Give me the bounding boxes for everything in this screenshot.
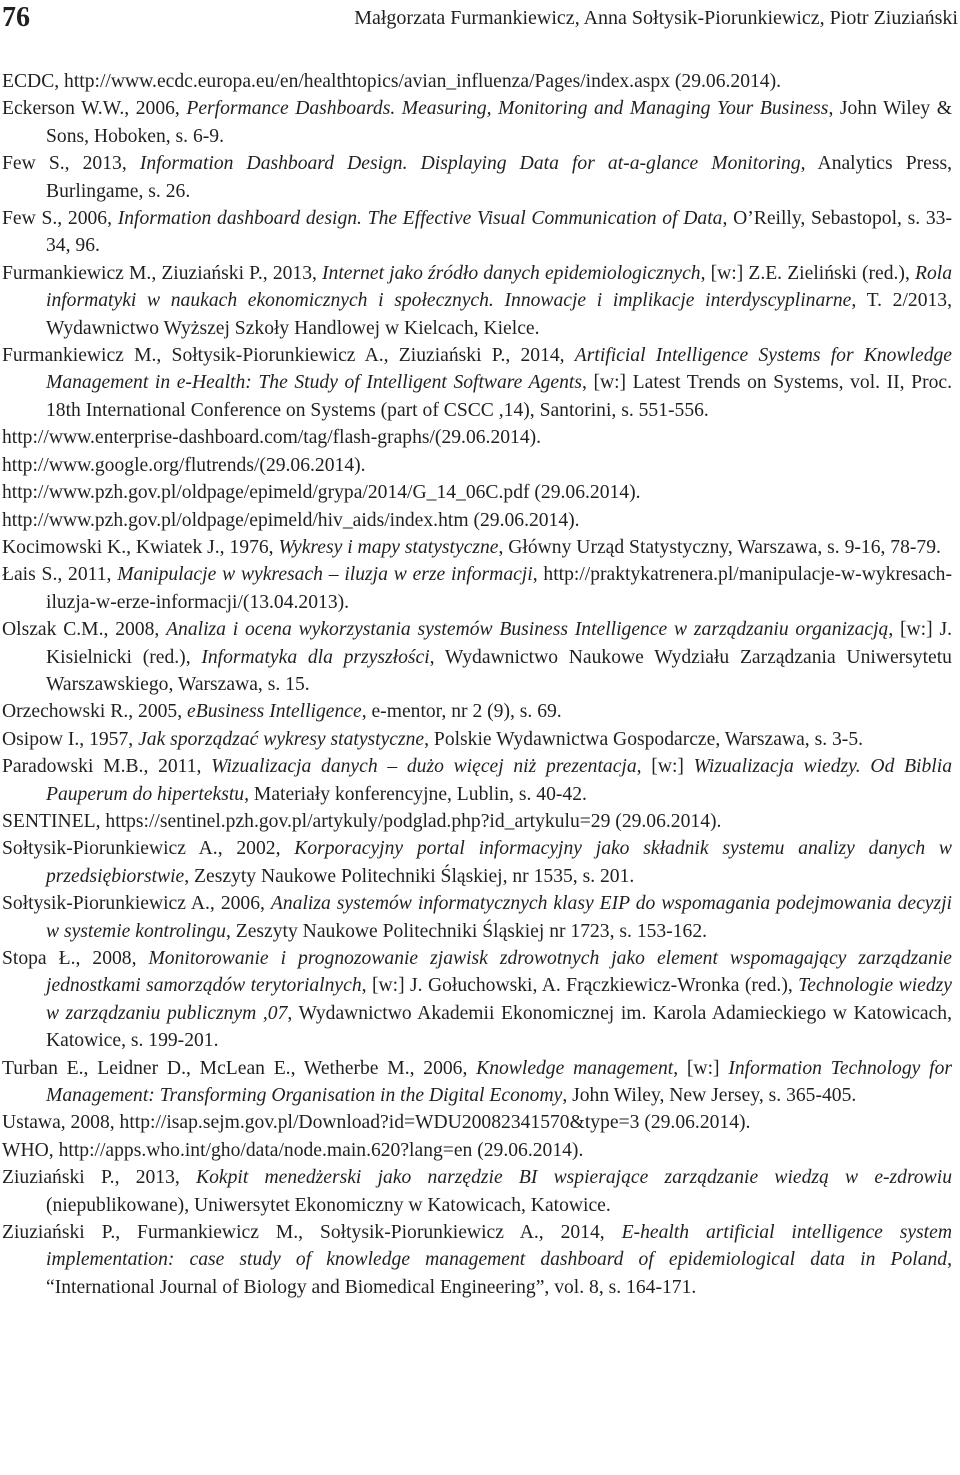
reference-text: Few S., 2013,	[2, 153, 140, 175]
reference-text: Furmankiewicz M., Ziuziański P., 2013,	[2, 262, 323, 284]
reference-entry	[2, 479, 952, 506]
reference-title-italic: Jak sporządzać wykresy statystyczne	[138, 728, 425, 750]
reference-text: Turban E., Leidner D., McLean E., Wetherbe M., 2006,	[2, 1057, 477, 1079]
reference-title-italic: Manipulacje w wykresach – iluzja w erze informacji	[117, 564, 533, 586]
reference-text: Łais S., 2011,	[2, 564, 118, 586]
reference-text: , “International Journal of Biology and Biomedical Engineering”, vol. 8, s. 164-171.	[46, 1249, 952, 1298]
reference-entry	[2, 1109, 952, 1136]
reference-title-italic: Information Dashboard Design. Displaying Data for at-a-glance Monitoring	[139, 153, 801, 175]
reference-title-italic: Rola informatyki w naukach ekonomicznych i społecznych. Innowacje i implikacje interdyscyplinarne	[46, 262, 952, 312]
reference-text: http://www.enterprise-dashboard.com/tag/flash-graphs/(29.06.2014).	[2, 427, 542, 449]
reference-text: SENTINEL, https://sentinel.pzh.gov.pl/artykuly/podglad.php?id_artykulu=29 (29.06.2014).	[2, 810, 722, 832]
reference-text: ECDC, http://www.ecdc.europa.eu/en/healthtopics/avian_influenza/Pages/index.aspx (29.06.2014).	[2, 71, 782, 92]
page-header	[0, 0, 960, 40]
reference-title-italic: Wizualizacja wiedzy. Od Biblia Pauperum do hipertekstu	[46, 756, 952, 805]
reference-title-italic: Kokpit menedżerski jako narzędzie BI wspierające zarządzanie wiedzą w e-zdrowiu	[196, 1167, 952, 1189]
reference-title-italic: Wizualizacja danych – dużo więcej niż prezentacja	[211, 756, 637, 778]
reference-entry	[2, 150, 952, 205]
reference-title-italic: Internet jako źródło danych epidemiologicznych	[322, 262, 701, 284]
reference-entry	[2, 1055, 952, 1110]
reference-text: , [w:] J. Gołuchowski, A. Frączkiewicz-Wronka (red.),	[361, 975, 799, 997]
reference-entry	[2, 835, 952, 890]
reference-text: WHO, http://apps.who.int/gho/data/node.main.620?lang=en (29.06.2014).	[2, 1139, 584, 1161]
reference-text: http://www.pzh.gov.pl/oldpage/epimeld/grypa/2014/G_14_06C.pdf (29.06.2014).	[2, 482, 641, 504]
reference-entry	[2, 753, 952, 808]
reference-text: Sołtysik-Piorunkiewicz A., 2006,	[2, 893, 271, 915]
reference-title-italic: Monitorowanie i prognozowanie zjawisk zdrowotnych jako element wspomagający zarządzanie jednostkami samorządów terytorialnych	[46, 948, 952, 997]
reference-text: Paradowski M.B., 2011,	[2, 756, 212, 778]
reference-text: Stopa Ł., 2008,	[2, 948, 149, 969]
reference-title-italic: Wykresy i mapy statystyczne	[278, 536, 499, 558]
reference-text: , Główny Urząd Statystyczny, Warszawa, s. 9-16, 78-79.	[498, 536, 941, 558]
reference-title-italic: Korporacyjny portal informacyjny jako składnik systemu analizy danych w przedsiębiorstwie	[46, 838, 952, 887]
reference-text: Furmankiewicz M., Sołtysik-Piorunkiewicz A., Ziuziański P., 2014,	[2, 345, 575, 367]
reference-text: , Zeszyty Naukowe Politechniki Śląskiej, nr 1535, s. 201.	[184, 865, 635, 887]
reference-title-italic: Analiza i ocena wykorzystania systemów Business Intelligence w zarządzaniu organizacją	[166, 619, 889, 641]
reference-entry	[2, 726, 952, 753]
reference-text: , [w:] Latest Trends on Systems, vol. II, Proc. 18th International Conference on Systems (part of CSCC ,14), Santorini, s. 551-556.	[46, 372, 952, 421]
reference-text: http://www.google.org/flutrends/(29.06.2014).	[2, 454, 366, 476]
reference-title-italic: Knowledge management	[476, 1057, 674, 1079]
reference-title-italic: Information Technology for Management: Transforming Organisation in the Digital Economy	[46, 1057, 952, 1107]
reference-entry	[2, 561, 952, 616]
running-head: Małgorzata Furmankiewicz, Anna Sołtysik-Piorunkiewicz, Piotr Ziuziański	[354, 7, 958, 29]
reference-text: Ziuziański P., 2013,	[2, 1167, 197, 1189]
reference-entry	[2, 1137, 952, 1164]
reference-text: , [w:]	[636, 756, 694, 778]
reference-title-italic: eBusiness Intelligence	[187, 701, 362, 723]
reference-text: , http://praktykatrenera.pl/manipulacje-w-wykresach-iluzja-w-erze-informacji/(13.04.2013).	[46, 564, 952, 613]
reference-text: , Analytics Press, Burlingame, s. 26.	[46, 153, 952, 202]
reference-text: Orzechowski R., 2005,	[2, 701, 188, 723]
reference-text: , Zeszyty Naukowe Politechniki Śląskiej nr 1723, s. 153-162.	[225, 920, 708, 942]
reference-title-italic: Analiza systemów informatycznych klasy EIP do wspomagania podejmowania decyzji w systemie kontrolingu	[46, 893, 952, 942]
reference-entry	[2, 507, 952, 534]
reference-text: (niepublikowane), Uniwersytet Ekonomiczny w Katowicach, Katowice.	[46, 1194, 611, 1216]
reference-text: , [w:]	[673, 1057, 729, 1079]
reference-text: , John Wiley, New Jersey, s. 365-405.	[562, 1085, 857, 1107]
reference-text: Osipow I., 1957,	[2, 728, 139, 750]
reference-entry	[2, 342, 952, 424]
reference-text: , Polskie Wydawnictwa Gospodarcze, Warszawa, s. 3-5.	[424, 728, 864, 750]
reference-title-italic: Information dashboard design. The Effective Visual Communication of Data	[117, 208, 723, 230]
page-number: 76	[2, 2, 30, 33]
reference-entry	[2, 534, 952, 561]
reference-text: Ziuziański P., Furmankiewicz M., Sołtysik-Piorunkiewicz A., 2014,	[2, 1222, 622, 1244]
reference-entry	[2, 260, 952, 342]
reference-text: , Materiały konferencyjne, Lublin, s. 40-42.	[244, 783, 587, 805]
reference-title-italic: Artificial Intelligence Systems for Knowledge Management in e-Health: The Study of Intelligent Software Agents	[46, 345, 952, 394]
reference-text: Sołtysik-Piorunkiewicz A., 2002,	[2, 838, 295, 860]
reference-title-italic: Technologie wiedzy w zarządzaniu publicznym ,07	[46, 975, 952, 1024]
reference-list	[2, 68, 952, 1301]
reference-entry	[2, 1219, 952, 1301]
reference-text: Few S., 2006,	[2, 208, 118, 230]
reference-entry	[2, 698, 952, 725]
reference-entry	[2, 890, 952, 945]
reference-text: , Wydawnictwo Akademii Ekonomicznej im. Karola Adamieckiego w Katowicach, Katowice, s. 199-201.	[46, 1002, 952, 1052]
reference-title-italic: E-health artificial intelligence system implementation: case study of knowledge management dashboard of epidemiological data in Poland	[46, 1222, 952, 1271]
reference-title-italic: Informatyka dla przyszłości	[201, 646, 430, 668]
reference-entry	[2, 95, 952, 150]
reference-entry	[2, 68, 952, 95]
reference-text: , John Wiley & Sons, Hoboken, s. 6-9.	[46, 98, 952, 147]
reference-text: , T. 2/2013, Wydawnictwo Wyższej Szkoły Handlowej w Kielcach, Kielce.	[46, 290, 952, 339]
reference-text: Eckerson W.W., 2006,	[2, 98, 187, 120]
reference-entry	[2, 205, 952, 260]
reference-entry	[2, 808, 952, 835]
reference-text: , [w:] Z.E. Zieliński (red.),	[700, 262, 915, 284]
reference-entry	[2, 945, 952, 1055]
reference-text: Ustawa, 2008, http://isap.sejm.gov.pl/Download?id=WDU20082341570&type=3 (29.06.2014).	[2, 1112, 751, 1134]
reference-text: Olszak C.M., 2008,	[2, 619, 167, 641]
reference-entry	[2, 424, 952, 451]
reference-text: , O’Reilly, Sebastopol, s. 33-34, 96.	[46, 208, 953, 257]
reference-text: , [w:] J. Kisielnicki (red.),	[46, 619, 952, 668]
reference-title-italic: Performance Dashboards. Measuring, Monitoring and Managing Your Business	[186, 98, 829, 120]
reference-entry	[2, 1164, 952, 1219]
reference-entry	[2, 616, 952, 698]
reference-text: Kocimowski K., Kwiatek J., 1976,	[2, 536, 279, 558]
reference-text: , e-mentor, nr 2 (9), s. 69.	[361, 701, 562, 723]
reference-entry	[2, 452, 952, 479]
reference-text: http://www.pzh.gov.pl/oldpage/epimeld/hiv_aids/index.htm (29.06.2014).	[2, 509, 580, 531]
reference-text: , Wydawnictwo Naukowe Wydziału Zarządzania Uniwersytetu Warszawskiego, Warszawa, s. 15.	[46, 646, 952, 695]
